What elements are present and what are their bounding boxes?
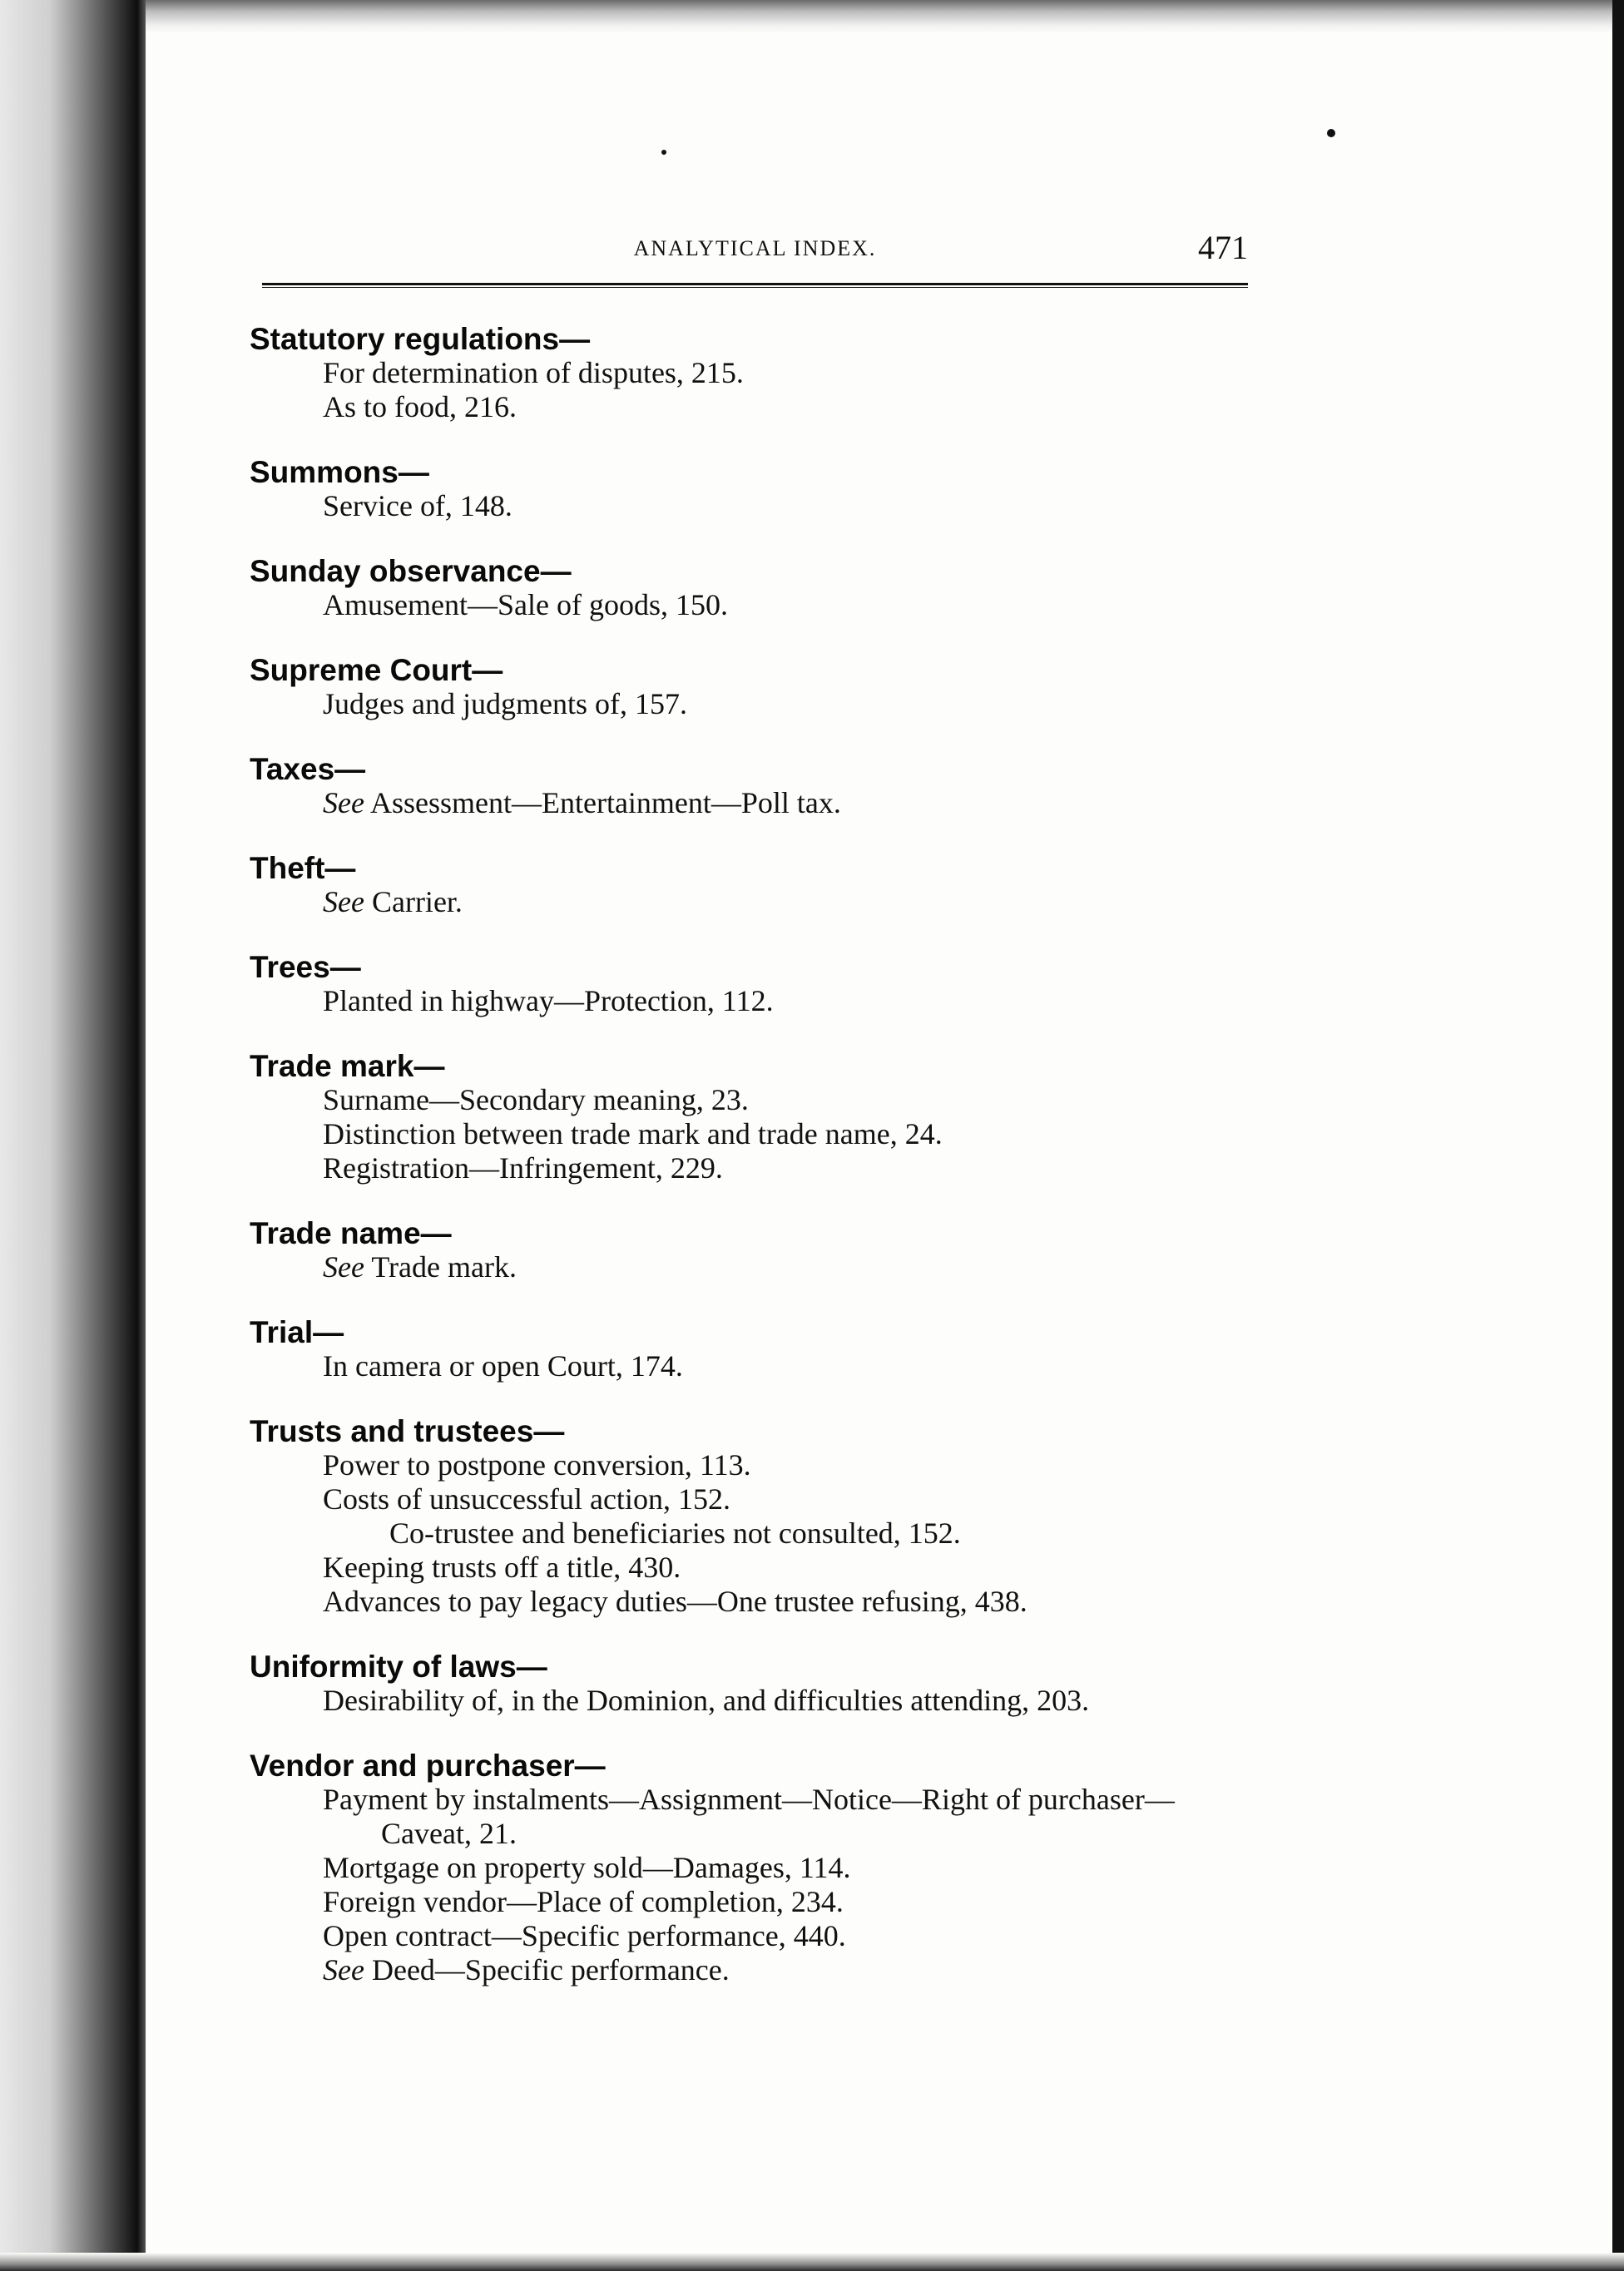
index-heading: Trial— — [250, 1315, 344, 1349]
subentry-text: Advances to pay legacy duties—One trustee refusing, 438. — [323, 1585, 1027, 1618]
page-header — [262, 226, 1248, 276]
index-subentry — [250, 1151, 1248, 1185]
subentry-text: Registration—Infringement, 229. — [323, 1151, 723, 1185]
index-subentry — [250, 1953, 1248, 1987]
index-subentry — [250, 1349, 1248, 1383]
index-subentry — [250, 786, 1248, 820]
index-heading: Statutory regulations— — [250, 322, 591, 356]
subentry-text: Distinction between trade mark and trade name, 24. — [323, 1117, 943, 1150]
index-entry — [250, 753, 1248, 820]
index-entry — [250, 1415, 1248, 1619]
subentry-text: Mortgage on property sold—Damages, 114. — [323, 1851, 851, 1884]
subentry-text: Carrier. — [371, 885, 463, 918]
index-entry — [250, 852, 1248, 919]
see-reference-label: See — [323, 885, 364, 918]
subentry-text: Foreign vendor—Place of completion, 234. — [323, 1885, 844, 1918]
top-page-edge — [146, 0, 1612, 33]
subentry-text: Keeping trusts off a title, 430. — [323, 1551, 681, 1584]
index-heading: Supreme Court— — [250, 653, 503, 687]
index-entry — [250, 1050, 1248, 1185]
index-entry — [250, 456, 1248, 523]
index-heading: Trade mark— — [250, 1049, 445, 1083]
see-reference-label: See — [323, 1953, 364, 1987]
index-entry — [250, 951, 1248, 1018]
index-list — [250, 323, 1248, 2019]
index-heading: Summons— — [250, 455, 429, 489]
index-heading: Theft— — [250, 851, 356, 885]
header-rule — [262, 283, 1248, 288]
index-heading: Trusts and trustees— — [250, 1414, 565, 1448]
subentry-text: Service of, 148. — [323, 489, 512, 522]
index-subentry — [250, 588, 1248, 622]
page-number: 471 — [1198, 229, 1248, 266]
index-heading: Trees— — [250, 950, 361, 984]
index-heading: Sunday observance— — [250, 554, 572, 588]
subentry-text: Power to postpone conversion, 113. — [323, 1448, 751, 1482]
subentry-text: Desirability of, in the Dominion, and difficulties attending, 203. — [323, 1684, 1090, 1717]
index-subentry — [250, 1851, 1248, 1885]
index-subentry — [250, 687, 1248, 721]
index-subentry — [250, 1885, 1248, 1919]
ink-speck — [1327, 129, 1335, 137]
subentry-text: Surname—Secondary meaning, 23. — [323, 1083, 749, 1116]
subentry-text: In camera or open Court, 174. — [323, 1349, 683, 1383]
see-reference-label: See — [323, 786, 364, 819]
index-subentry — [250, 1083, 1248, 1117]
index-subentry — [250, 1684, 1248, 1718]
subentry-text: Trade mark. — [371, 1250, 517, 1284]
index-subentry — [250, 1783, 1248, 1851]
subentry-text: As to food, 216. — [323, 390, 517, 423]
subentry-text: Payment by instalments—Assignment—Notice—Right of purchaser—Caveat, 21. — [323, 1783, 1175, 1850]
index-subentry — [250, 1448, 1248, 1482]
index-entry — [250, 323, 1248, 424]
subentry-text: Costs of unsuccessful action, 152. — [323, 1482, 730, 1516]
index-subentry — [250, 1482, 1248, 1516]
index-entry — [250, 1650, 1248, 1718]
index-entry — [250, 1217, 1248, 1284]
subentry-text: For determination of disputes, 215. — [323, 356, 744, 389]
subentry-text: Deed—Specific performance. — [371, 1953, 730, 1987]
ink-speck — [661, 150, 666, 155]
subentry-text: Assessment—Entertainment—Poll tax. — [369, 786, 841, 819]
bottom-page-edge — [0, 2253, 1624, 2271]
subentry-text: Co-trustee and beneficiaries not consulted, 152. — [389, 1516, 961, 1550]
index-subentry — [250, 1250, 1248, 1284]
index-subentry — [250, 356, 1248, 390]
index-entry — [250, 654, 1248, 721]
index-subentry — [250, 390, 1248, 424]
index-heading: Taxes— — [250, 752, 366, 786]
index-entry — [250, 1316, 1248, 1383]
index-subentry — [250, 1585, 1248, 1619]
index-entry — [250, 1749, 1248, 1987]
index-heading: Vendor and purchaser— — [250, 1749, 606, 1783]
index-subentry — [250, 1919, 1248, 1953]
subentry-text: Open contract—Specific performance, 440. — [323, 1919, 846, 1952]
index-subentry — [250, 1551, 1248, 1585]
subentry-text: Planted in highway—Protection, 112. — [323, 984, 774, 1017]
index-heading: Trade name— — [250, 1216, 452, 1250]
index-subentry — [250, 489, 1248, 523]
index-subentry — [250, 984, 1248, 1018]
running-title: ANALYTICAL INDEX. — [633, 236, 877, 260]
book-binding-edge — [0, 0, 146, 2271]
index-entry — [250, 555, 1248, 622]
index-subentry — [250, 885, 1248, 919]
subentry-text: Amusement—Sale of goods, 150. — [323, 588, 728, 621]
index-subentry — [250, 1516, 1248, 1551]
index-heading: Uniformity of laws— — [250, 1650, 547, 1684]
right-page-edge — [1612, 0, 1624, 2271]
see-reference-label: See — [323, 1250, 364, 1284]
subentry-text: Judges and judgments of, 157. — [323, 687, 687, 720]
index-subentry — [250, 1117, 1248, 1151]
